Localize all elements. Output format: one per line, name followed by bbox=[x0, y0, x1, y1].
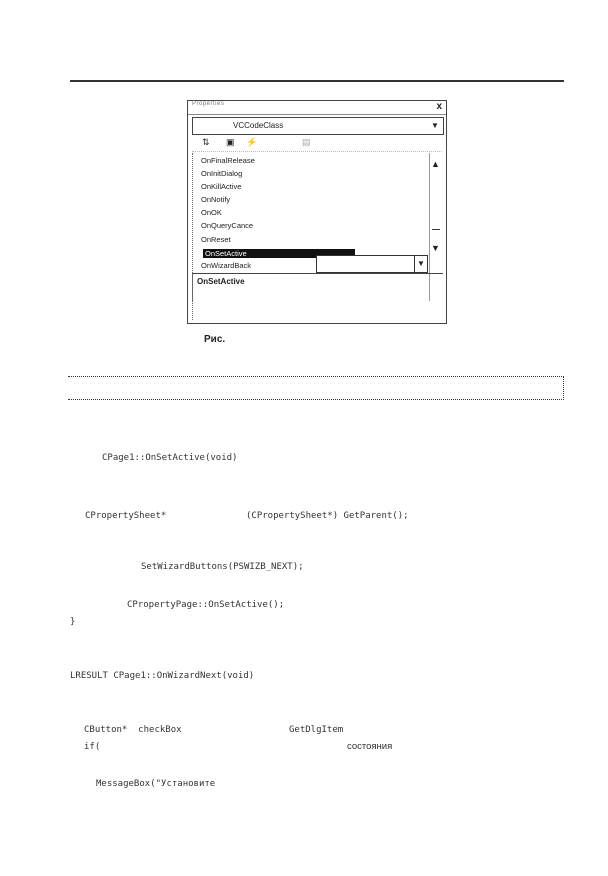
list-item[interactable]: OnInitDialog bbox=[201, 169, 243, 178]
chevron-down-icon[interactable]: ▼ bbox=[431, 121, 439, 130]
list-item[interactable]: OnReset bbox=[201, 235, 231, 244]
list-item[interactable]: OnOK bbox=[201, 208, 222, 217]
horizontal-rule bbox=[70, 80, 564, 82]
code-line: (CPropertySheet*) GetParent(); bbox=[246, 511, 409, 521]
description-title: OnSetActive bbox=[197, 277, 245, 286]
list-item[interactable]: OnNotify bbox=[201, 195, 231, 204]
code-line: if( bbox=[84, 742, 101, 752]
code-line: SetWizardButtons(PSWIZB_NEXT); bbox=[141, 562, 304, 572]
code-line: GetDlgItem bbox=[289, 725, 344, 735]
code-line: CPropertySheet* bbox=[85, 511, 167, 521]
scroll-thumb[interactable] bbox=[432, 229, 440, 230]
list-item[interactable]: OnFinalRelease bbox=[201, 156, 255, 165]
description-pane bbox=[192, 273, 443, 320]
window-title: Properties bbox=[192, 101, 225, 107]
messages-icon[interactable]: ▤ bbox=[302, 137, 311, 147]
dotted-frame bbox=[68, 376, 564, 400]
figure-caption: Рис. bbox=[204, 334, 226, 345]
list-item[interactable]: OnKillActive bbox=[201, 182, 242, 191]
scroll-up-icon[interactable]: ▲ bbox=[431, 159, 440, 169]
events-icon[interactable]: ⚡ bbox=[246, 137, 258, 147]
sort-alpha-icon[interactable]: ⇅ bbox=[202, 137, 210, 147]
list-item[interactable]: OnWizardBack bbox=[201, 261, 252, 270]
chevron-down-icon[interactable]: ▼ bbox=[414, 256, 427, 272]
list-item[interactable]: OnQueryCance bbox=[201, 221, 254, 230]
class-combobox[interactable] bbox=[192, 117, 444, 135]
code-line: } bbox=[70, 617, 76, 627]
scroll-down-icon[interactable]: ▼ bbox=[431, 243, 440, 253]
code-line: состояния bbox=[347, 741, 393, 752]
close-icon[interactable]: x bbox=[436, 101, 442, 112]
window-titlebar[interactable] bbox=[188, 101, 446, 115]
code-line: CPropertyPage::OnSetActive(); bbox=[127, 600, 285, 610]
properties-window bbox=[187, 100, 447, 324]
list-item-selected[interactable]: OnSetActive bbox=[203, 249, 355, 258]
combo-value: VCCodeClass bbox=[233, 121, 284, 130]
handler-dropdown[interactable] bbox=[316, 255, 428, 273]
code-line: LRESULT CPage1::OnWizardNext(void) bbox=[70, 671, 255, 681]
properties-icon[interactable]: ▣ bbox=[226, 137, 235, 147]
code-line: MessageBox("Установите bbox=[96, 779, 216, 789]
toolbar bbox=[192, 137, 442, 152]
code-line: CPage1::OnSetActive(void) bbox=[102, 453, 238, 463]
code-line: CButton* checkBox bbox=[84, 725, 182, 735]
